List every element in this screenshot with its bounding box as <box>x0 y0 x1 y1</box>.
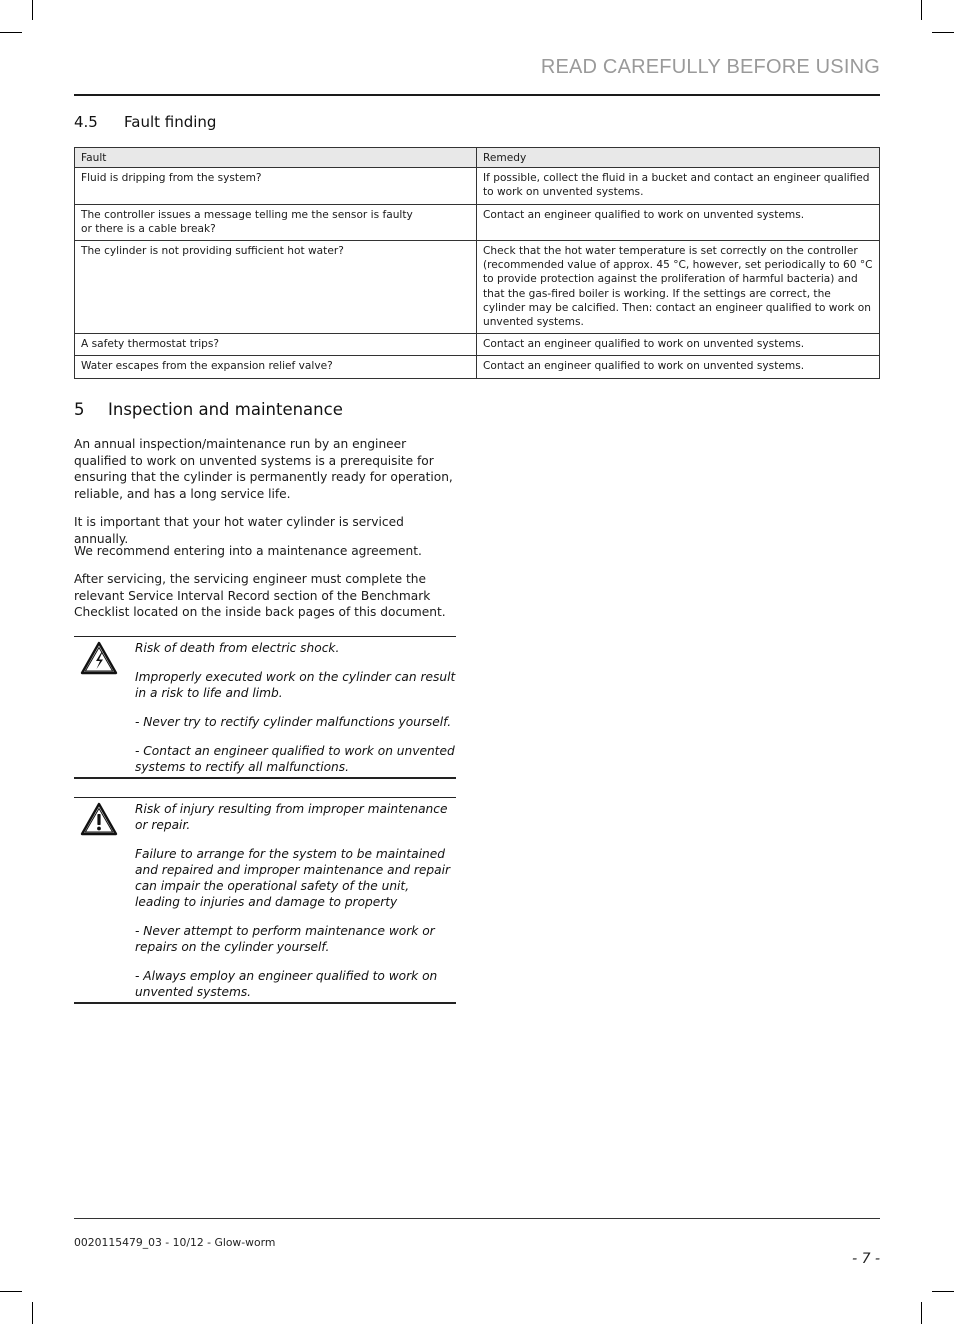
table-row <box>75 241 880 334</box>
table-row <box>75 334 880 356</box>
fault-cell: The cylinder is not providing sufficient hot water? <box>75 241 477 334</box>
warning-text: Improperly executed work on the cylinder can result in a risk to life and limb. <box>135 670 456 700</box>
warning-title: Risk of death from electric shock. <box>135 641 340 655</box>
warning-instruction: - Never attempt to perform maintenance work or repairs on the cylinder yourself. <box>135 924 435 954</box>
crop-mark <box>921 0 922 20</box>
section-heading-fault-finding <box>74 113 216 131</box>
warning-instruction: - Contact an engineer qualified to work on unvented systems to rectify all malfunctions. <box>135 744 455 774</box>
paragraph: An annual inspection/maintenance run by an engineer qualified to work on unvented systems is a prerequisite for ensuring that the cylinder is permanently ready for operation, reliable, and has a long service life. <box>74 437 453 501</box>
remedy-cell: Contact an engineer qualified to work on unvented systems. <box>477 356 880 378</box>
warning-electric-shock <box>74 636 456 779</box>
crop-mark <box>932 1291 954 1292</box>
section-heading-inspection <box>74 400 343 419</box>
paragraph: It is important that your hot water cylinder is serviced annually. <box>74 515 404 546</box>
paragraph: After servicing, the servicing engineer must complete the relevant Service Interval Record section of the Benchmark Checklist located on the inside back pages of this document. <box>74 572 446 619</box>
crop-mark <box>921 1302 922 1324</box>
column-header-fault: Fault <box>75 148 477 168</box>
crop-mark <box>0 32 22 33</box>
remedy-cell: Contact an engineer qualified to work on unvented systems. <box>477 334 880 356</box>
warning-text: Failure to arrange for the system to be maintained and repaired and improper maintenance and repair can impair the operational safety of the unit, leading to injuries and damage to property <box>135 847 451 909</box>
section-title: Inspection and maintenance <box>108 400 343 419</box>
column-header-remedy: Remedy <box>477 148 880 168</box>
general-warning-icon <box>80 802 118 840</box>
crop-mark <box>0 1291 22 1292</box>
table-row <box>75 204 880 240</box>
remedy-cell: Contact an engineer qualified to work on unvented systems. <box>477 204 880 240</box>
section-number: 5 <box>74 400 85 419</box>
paragraph: We recommend entering into a maintenance agreement. <box>74 544 422 558</box>
fault-table <box>74 147 880 379</box>
remedy-cell: If possible, collect the fluid in a bucket and contact an engineer qualified to work on unvented systems. <box>477 168 880 204</box>
crop-mark <box>32 0 33 20</box>
crop-mark <box>32 1302 33 1324</box>
footer-rule <box>74 1218 880 1219</box>
header-rule <box>74 94 880 96</box>
table-row <box>75 168 880 204</box>
table-header-row <box>75 148 880 168</box>
crop-mark <box>932 32 954 33</box>
section-number: 4.5 <box>74 113 98 131</box>
warning-injury <box>74 797 456 1004</box>
running-header: READ CAREFULLY BEFORE USING <box>540 56 880 78</box>
fault-cell: A safety thermostat trips? <box>75 334 477 356</box>
warning-instruction: - Always employ an engineer qualified to work on unvented systems. <box>135 969 438 999</box>
warning-title: Risk of injury resulting from improper maintenance or repair. <box>135 802 448 832</box>
document-reference: 0020115479_03 - 10/12 - Glow-worm <box>74 1236 276 1249</box>
remedy-cell: Check that the hot water temperature is set correctly on the controller (recommended value of approx. 45 °C, however, set periodically to 60 °C to provide protection against the proliferation of harmful bacteria) and that the gas-fired boiler is working. If the settings are correct, the cylinder may be calcified. Then: contact an engineer qualified to work on unvented systems. <box>477 241 880 334</box>
fault-cell: The controller issues a message telling me the sensor is faulty or there is a cable break? <box>75 204 477 240</box>
electric-shock-warning-icon <box>80 641 118 679</box>
page-number: - 7 - <box>852 1251 880 1267</box>
table-row <box>75 356 880 378</box>
fault-cell: Water escapes from the expansion relief valve? <box>75 356 477 378</box>
fault-cell: Fluid is dripping from the system? <box>75 168 477 204</box>
warning-instruction: - Never try to rectify cylinder malfunctions yourself. <box>135 715 452 729</box>
section-title: Fault finding <box>124 113 217 131</box>
